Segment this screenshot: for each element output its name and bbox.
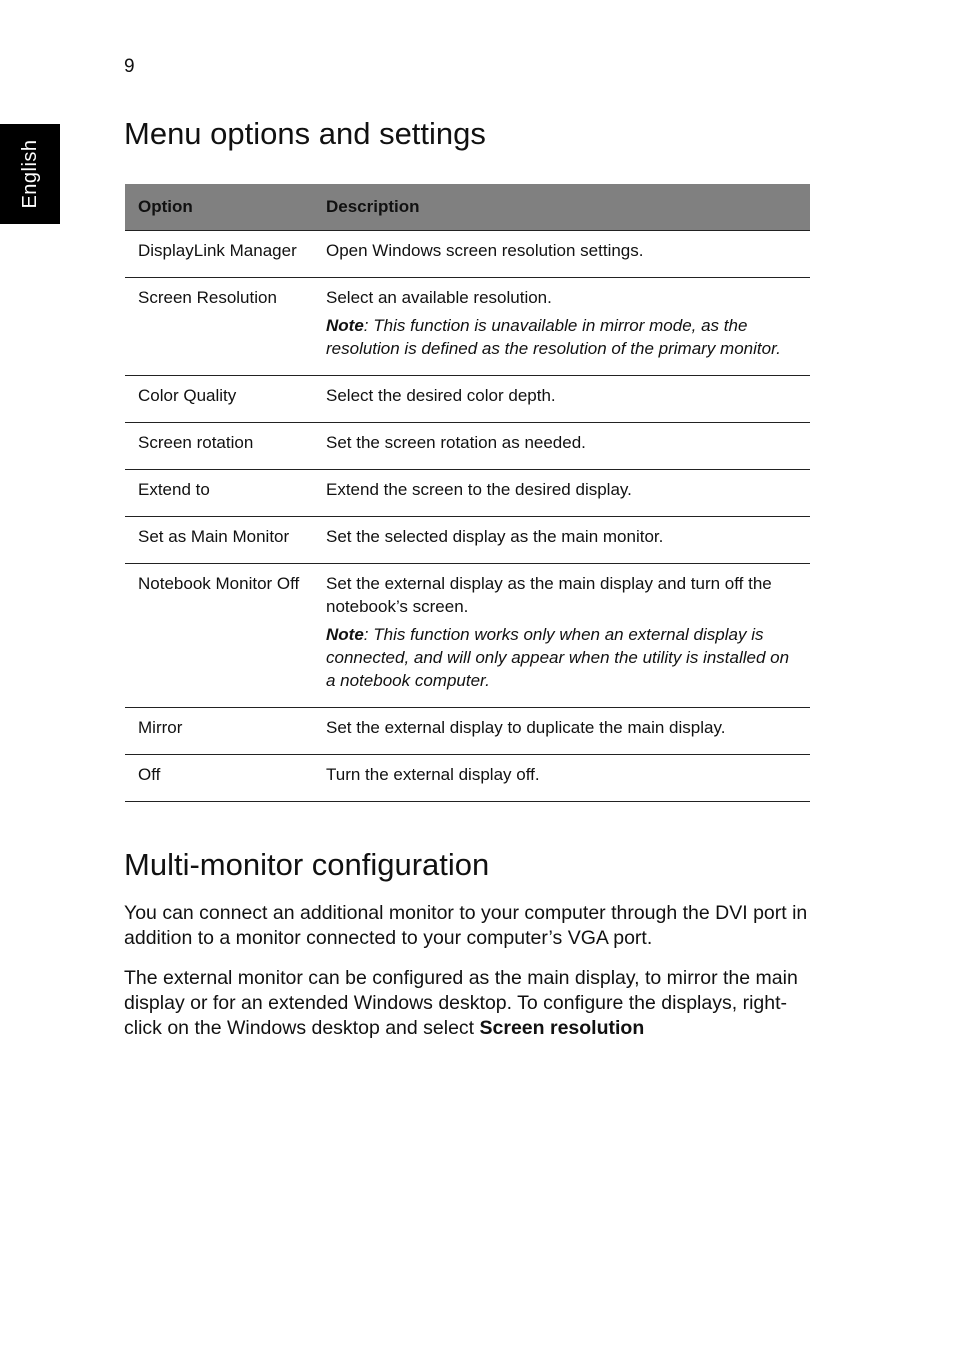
option-cell: Off xyxy=(125,754,313,801)
option-cell: Screen Resolution xyxy=(125,277,313,375)
table-row xyxy=(125,516,810,563)
description-text: Set the external display to duplicate the main display. xyxy=(326,717,726,737)
option-cell: Mirror xyxy=(125,707,313,754)
description-cell xyxy=(313,754,810,801)
description-cell xyxy=(313,277,810,375)
page-number: 9 xyxy=(124,56,135,77)
description-cell xyxy=(313,516,810,563)
description-text: Select an available resolution. xyxy=(326,287,552,307)
option-cell: Set as Main Monitor xyxy=(125,516,313,563)
option-cell: Extend to xyxy=(125,469,313,516)
table-row xyxy=(125,277,810,375)
menu-options-heading: Menu options and settings xyxy=(124,116,486,151)
option-cell: Color Quality xyxy=(125,375,313,422)
screen-resolution-term: Screen resolution xyxy=(479,1017,645,1039)
intro-paragraph: You can connect an additional monitor to your computer through the DVI port in addition to a monitor connected to your computer’s VGA port. xyxy=(124,902,808,949)
description-cell xyxy=(313,469,810,516)
description-text: Select the desired color depth. xyxy=(326,385,556,405)
table-row xyxy=(125,422,810,469)
table-row xyxy=(125,230,810,277)
note-text: : This function works only when an external display is connected, and will only appear when the utility is installed on a notebook computer. xyxy=(326,624,790,690)
description-text: Set the screen rotation as needed. xyxy=(326,432,586,452)
table-row xyxy=(125,754,810,801)
table-row xyxy=(125,707,810,754)
table-row xyxy=(125,563,810,707)
header-option: Option xyxy=(125,184,313,230)
note xyxy=(326,623,797,692)
language-tab xyxy=(0,124,60,224)
option-cell: Screen rotation xyxy=(125,422,313,469)
configure-paragraph-text: The external monitor can be configured as the main display, to mirror the main display or for an extended Windows desktop. To configure the displays, right-click on the Windows desktop and select xyxy=(124,967,798,1039)
configure-paragraph xyxy=(124,966,824,1041)
table-row xyxy=(125,375,810,422)
option-cell: DisplayLink Manager xyxy=(125,230,313,277)
multi-monitor-heading: Multi-monitor configuration xyxy=(124,847,490,882)
description-cell xyxy=(313,422,810,469)
description-text: Open Windows screen resolution settings. xyxy=(326,240,644,260)
note-text: : This function is unavailable in mirror mode, as the resolution is defined as the resolution of the primary monitor. xyxy=(326,315,781,358)
description-text: Extend the screen to the desired display. xyxy=(326,479,632,499)
description-cell xyxy=(313,375,810,422)
header-description: Description xyxy=(313,184,810,230)
table-row xyxy=(125,469,810,516)
description-text: Set the selected display as the main monitor. xyxy=(326,526,664,546)
note-label: Note xyxy=(326,624,364,644)
language-tab-label: English xyxy=(19,139,41,209)
option-cell: Notebook Monitor Off xyxy=(125,563,313,707)
note xyxy=(326,314,797,360)
table-header-row xyxy=(125,184,810,230)
description-text: Set the external display as the main display and turn off the notebook’s screen. xyxy=(326,573,772,616)
note-label: Note xyxy=(326,315,364,335)
options-table xyxy=(125,184,810,802)
description-cell xyxy=(313,707,810,754)
description-cell xyxy=(313,230,810,277)
description-text: Turn the external display off. xyxy=(326,764,540,784)
description-cell xyxy=(313,563,810,707)
